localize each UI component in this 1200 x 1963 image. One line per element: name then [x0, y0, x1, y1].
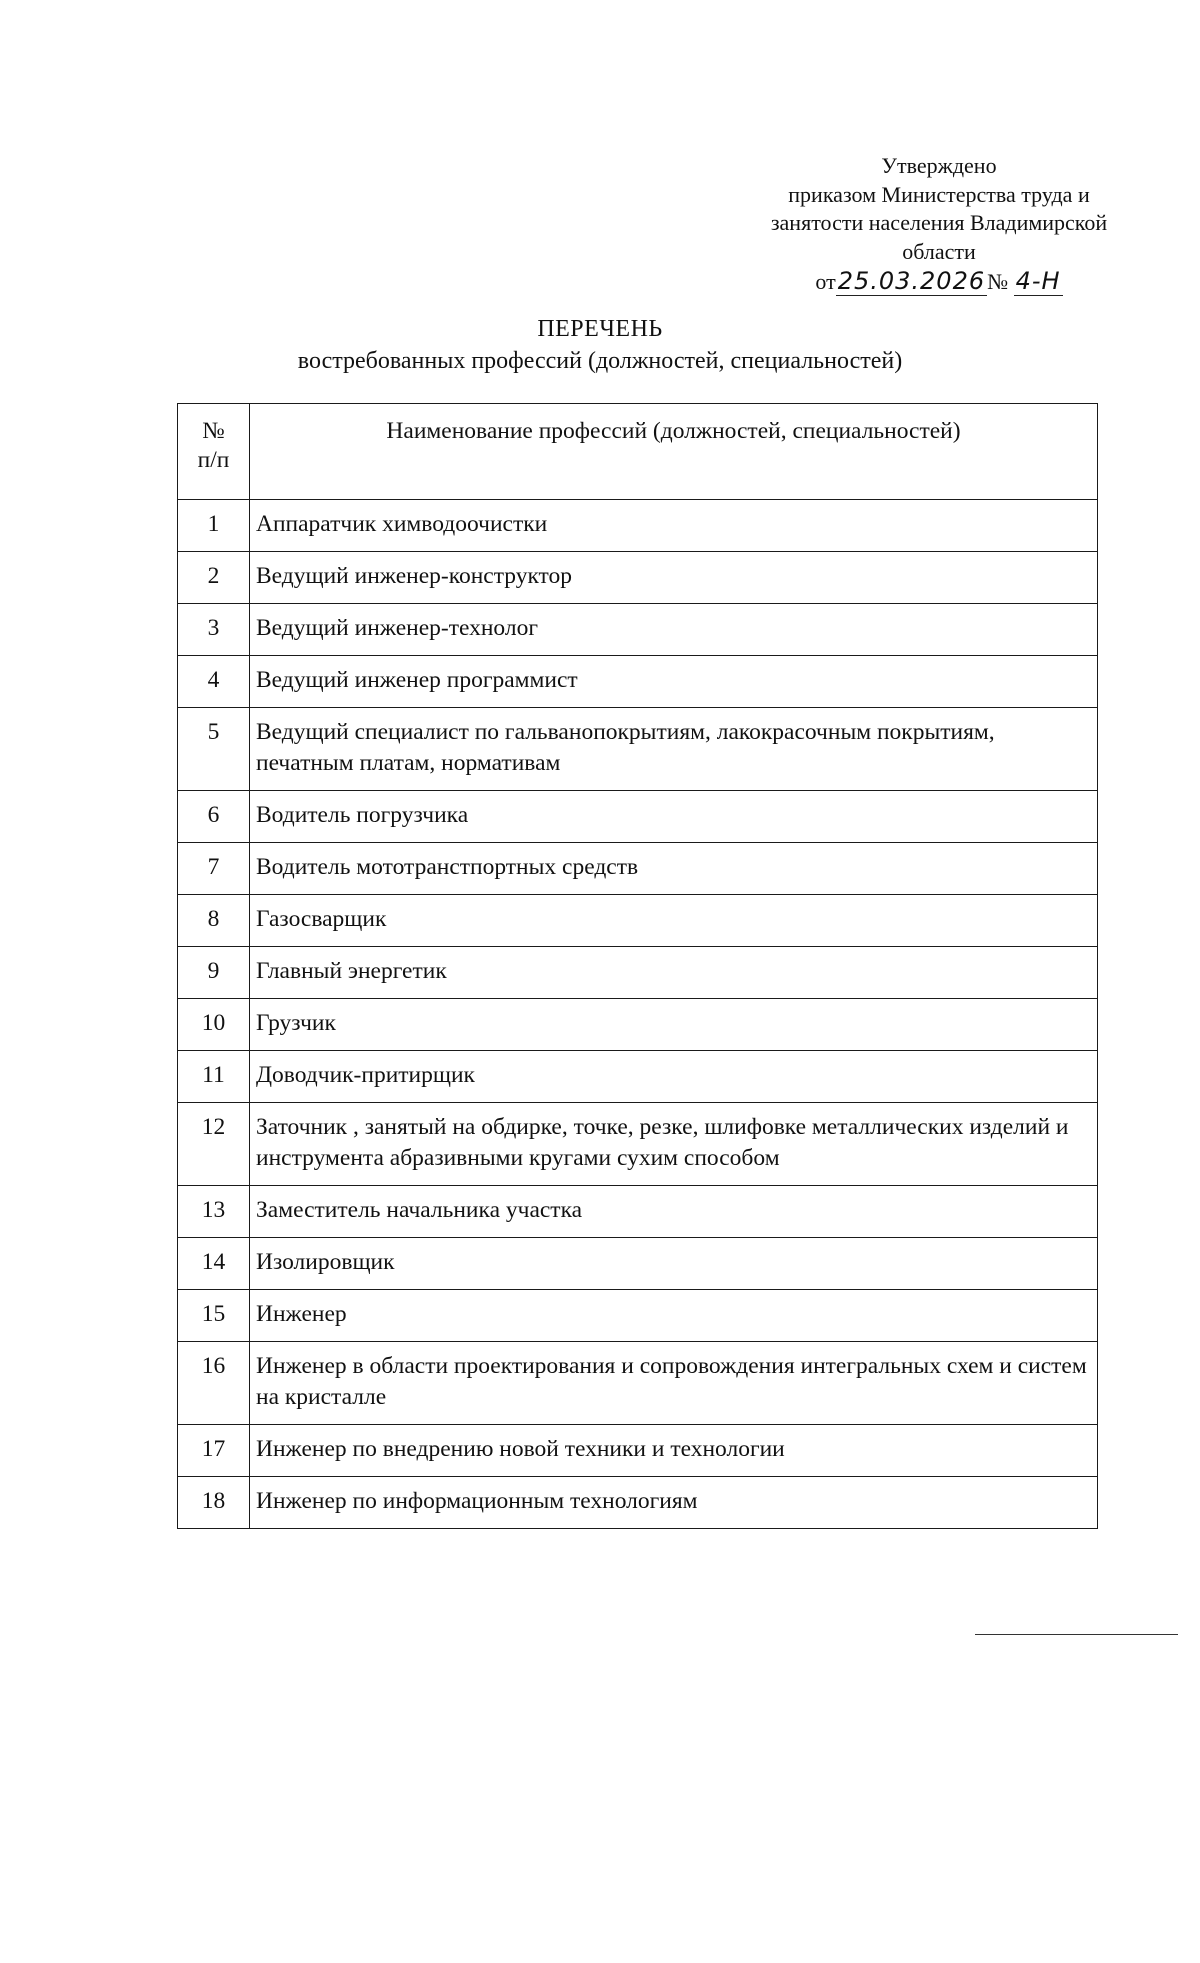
- table-row: [178, 552, 1098, 604]
- approval-number-label: №: [987, 269, 1009, 294]
- row-number: 9: [178, 947, 250, 999]
- table-row: [178, 708, 1098, 791]
- row-number: 1: [178, 500, 250, 552]
- table-header-row: [178, 404, 1098, 500]
- table-row: [178, 1186, 1098, 1238]
- row-number: 12: [178, 1103, 250, 1186]
- table-row: [178, 1342, 1098, 1425]
- table-row: [178, 791, 1098, 843]
- row-number: 4: [178, 656, 250, 708]
- table-row: [178, 1425, 1098, 1477]
- table-row: [178, 947, 1098, 999]
- approval-order-line: приказом Министерства труда и: [788, 181, 1090, 207]
- row-number: 11: [178, 1051, 250, 1103]
- approval-block: [752, 152, 1126, 297]
- table-row: [178, 1290, 1098, 1342]
- row-number: 2: [178, 552, 250, 604]
- row-profession-name: Ведущий инженер-конструктор: [250, 552, 1098, 604]
- table-row: [178, 1103, 1098, 1186]
- handwritten-date: 25.03.2026: [837, 267, 986, 295]
- row-profession-name: Изолировщик: [250, 1238, 1098, 1290]
- row-number: 8: [178, 895, 250, 947]
- row-profession-name: Доводчик-притирщик: [250, 1051, 1098, 1103]
- row-profession-name: Главный энергетик: [250, 947, 1098, 999]
- approval-region-line: области: [902, 238, 976, 264]
- row-profession-name: Ведущий специалист по гальванопокрытиям, лакокрасочным покрытиям, печатным платам, нормативам: [250, 708, 1098, 791]
- row-number: 17: [178, 1425, 250, 1477]
- row-profession-name: Инженер в области проектирования и сопровождения интегральных схем и систем на кристалле: [250, 1342, 1098, 1425]
- row-profession-name: Заместитель начальника участка: [250, 1186, 1098, 1238]
- approval-date-number-line: [752, 267, 1126, 297]
- row-number: 6: [178, 791, 250, 843]
- table-row: [178, 843, 1098, 895]
- row-number: 14: [178, 1238, 250, 1290]
- row-number: 13: [178, 1186, 250, 1238]
- row-number: 10: [178, 999, 250, 1051]
- row-number: 15: [178, 1290, 250, 1342]
- header-number: № п/п: [178, 404, 250, 500]
- row-number: 16: [178, 1342, 250, 1425]
- row-profession-name: Инженер по внедрению новой техники и технологии: [250, 1425, 1098, 1477]
- approval-ministry-line: занятости населения Владимирской: [770, 210, 1108, 235]
- row-profession-name: Грузчик: [250, 999, 1098, 1051]
- table-row: [178, 604, 1098, 656]
- row-number: 7: [178, 843, 250, 895]
- table-row: [178, 1238, 1098, 1290]
- professions-table: [177, 403, 1098, 1529]
- document-subtitle: востребованных профессий (должностей, специальностей): [297, 348, 903, 374]
- table-row: [178, 1477, 1098, 1529]
- table-row: [178, 999, 1098, 1051]
- row-profession-name: Аппаратчик химводоочистки: [250, 500, 1098, 552]
- handwritten-number: 4-Н: [1015, 267, 1061, 295]
- row-profession-name: Инженер по информационным технологиям: [250, 1477, 1098, 1529]
- row-number: 18: [178, 1477, 250, 1529]
- approval-from-prefix: от: [815, 269, 836, 294]
- row-profession-name: Ведущий инженер программист: [250, 656, 1098, 708]
- table-row: [178, 656, 1098, 708]
- row-profession-name: Ведущий инженер-технолог: [250, 604, 1098, 656]
- header-name: Наименование профессий (должностей, специальностей): [250, 404, 1098, 500]
- row-profession-name: Инженер: [250, 1290, 1098, 1342]
- approval-approved-label: Утверждено: [881, 153, 997, 178]
- bottom-divider: [975, 1634, 1178, 1635]
- row-profession-name: Водитель мототранстпортных средств: [250, 843, 1098, 895]
- table-row: [178, 1051, 1098, 1103]
- table-row: [178, 895, 1098, 947]
- row-profession-name: Заточник , занятый на обдирке, точке, резке, шлифовке металлических изделий и инструмента абразивными кругами сухим способом: [250, 1103, 1098, 1186]
- document-title: ПЕРЕЧЕНЬ: [537, 316, 663, 342]
- row-number: 3: [178, 604, 250, 656]
- row-number: 5: [178, 708, 250, 791]
- table-row: [178, 500, 1098, 552]
- row-profession-name: Газосварщик: [250, 895, 1098, 947]
- row-profession-name: Водитель погрузчика: [250, 791, 1098, 843]
